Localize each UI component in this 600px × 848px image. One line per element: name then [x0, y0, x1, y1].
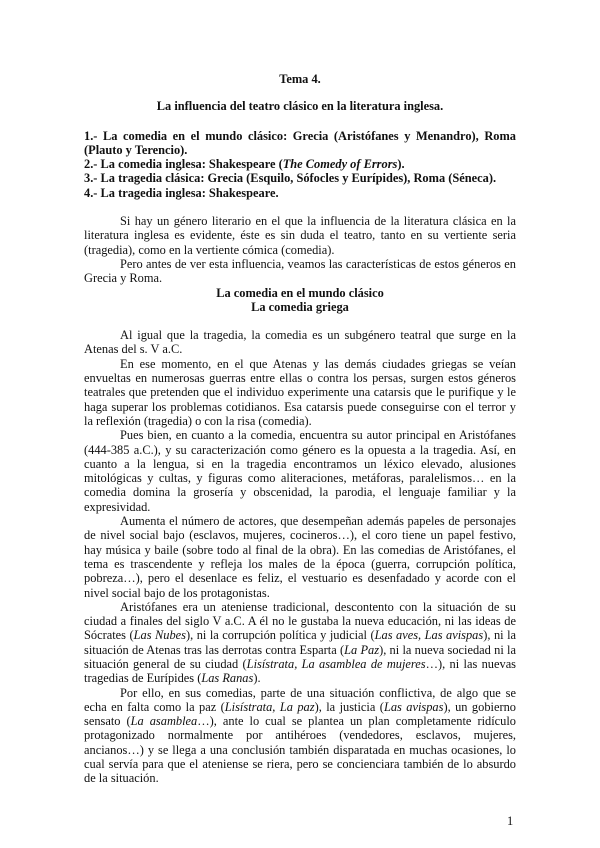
italic-title: Las avispas [383, 699, 444, 714]
paragraph [84, 428, 516, 514]
text-run: Por ello, en sus comedias, parte de una situación conflictiva, de algo que se echa en falta como la paz ( [84, 685, 516, 714]
paragraph [84, 357, 516, 428]
text-run: …), ante lo cual se plantea un plan completamente ridículo protagonizado normalmente por antihéroes (vendedores, esclavos, mujeres, ancianos…) y se llega a una conclusión también disparatada en muchas ocasiones, lo cual servía para que el ateniense se riera, pero se concienciara también de lo absurdo de la situación. [84, 714, 516, 786]
intro-paragraphs [84, 214, 516, 285]
text-run: Pero antes de ver esta influencia, veamos las características de estos géneros en Grecia y Roma. [84, 256, 516, 286]
text-run: Pues bien, en cuanto a la comedia, encuentra su autor principal en Aristófanes (444-385 a.C.), y su caracterización como género es la opuesta a la tragedia. Así, en cuanto a la lengua, si en la tragedia encontramos un léxico elevado, alusiones mitológicas y cultas, y figuras como aliteraciones, metáforas, paralelismos… en la comedia domina la grosería y obscenidad, la parodia, el lenguaje familiar y la expresividad. [84, 428, 516, 514]
paragraph [84, 214, 516, 257]
italic-title: The Comedy of Errors [282, 157, 398, 172]
text-run: ), ni la corrupción política y judicial ( [186, 628, 375, 643]
section-heading: La comedia en el mundo clásico [216, 285, 384, 300]
text-run: 1.- La comedia en el mundo clásico: Grecia (Aristófanes y Menandro), Roma (Plauto y Terencio). [84, 128, 516, 157]
paragraph [84, 514, 516, 600]
document-subtitle: La influencia del teatro clásico en la literatura inglesa. [156, 99, 444, 114]
text-run: ). [397, 157, 405, 172]
italic-title: Lisístrata, La asamblea de mujeres [246, 656, 426, 671]
italic-title: La Paz [344, 642, 380, 657]
text-run: Aristófanes era un ateniense tradicional, descontento con la situación de su ciudad a finales del siglo V a.C. A él no le gustaba la nueva educación, ni las ideas de Sócrates ( [84, 599, 516, 643]
text-run: Al igual que la tragedia, la comedia es un subgénero teatral que surge en la Atenas del s. V a.C. [84, 328, 516, 357]
text-run: 4.- La tragedia inglesa: Shakespeare. [84, 185, 279, 200]
text-run: En ese momento, en el que Atenas y las demás ciudades griegas se veían envueltas en numerosas guerras entre ellas o contra los persas, surgen estos géneros teatrales que pretenden que el individuo experimente una catarsis que le purifique y le haga superar los problemas cotidianos. Esa catarsis puede conseguirse con el terror y la reflexión (tragedia) o con la risa (comedia). [84, 356, 516, 428]
document-title: Tema 4. [279, 72, 321, 86]
paragraph [84, 686, 516, 786]
italic-title: Las Nubes [133, 628, 186, 643]
body-paragraphs [84, 328, 516, 786]
section-subheading: La comedia griega [251, 299, 349, 314]
outline-item [84, 171, 516, 185]
italic-title: Las aves, Las avispas [374, 628, 484, 643]
outline-item [84, 186, 516, 200]
text-run: ), la justicia ( [314, 699, 384, 714]
page-number: 1 [507, 814, 514, 828]
text-run: ), ni la nueva sociedad ni la situación general de su ciudad ( [84, 642, 516, 671]
italic-title: Las Ranas [201, 671, 254, 686]
italic-title: La asamblea [130, 714, 198, 729]
text-run: Aumenta el número de actores, que desempeñan además papeles de personajes de nivel social bajo (esclavos, mujeres, cocineros…), el coro tiene un papel festivo, hay música y baile (sobre todo al final de la obra). En las comedias de Aristófanes, el tema es trascendente y refleja los males de la época (guerra, corrupción política, pobreza…), pero el desenlace es feliz, el vestuario es desenfadado y acorde con el nivel social bajo de los protagonistas. [84, 514, 516, 600]
topic-outline [84, 129, 516, 200]
document-page [84, 72, 516, 786]
text-run: ). [253, 671, 261, 686]
text-run: ), un gobierno sensato ( [84, 699, 516, 729]
text-run: ), ni la situación de Atenas tras las derrotas contra Esparta ( [84, 628, 517, 657]
text-run: …), ni las nuevas tragedias de Eurípides ( [84, 656, 517, 686]
text-run: 3.- La tragedia clásica: Grecia (Esquilo, Sófocles y Eurípides), Roma (Séneca). [84, 171, 497, 186]
text-run: Si hay un género literario en el que la influencia de la literatura clásica en la literatura inglesa es evidente, éste es sin duda el teatro, tanto en su vertiente seria (tragedia), como en la vertiente cómica (comedia). [84, 214, 516, 257]
italic-title: Lisístrata, La paz [224, 699, 315, 714]
paragraph [84, 328, 516, 357]
outline-item [84, 129, 516, 158]
text-run: 2.- La comedia inglesa: Shakespeare ( [84, 157, 283, 172]
paragraph [84, 600, 516, 686]
outline-item [84, 157, 516, 171]
paragraph [84, 257, 516, 286]
